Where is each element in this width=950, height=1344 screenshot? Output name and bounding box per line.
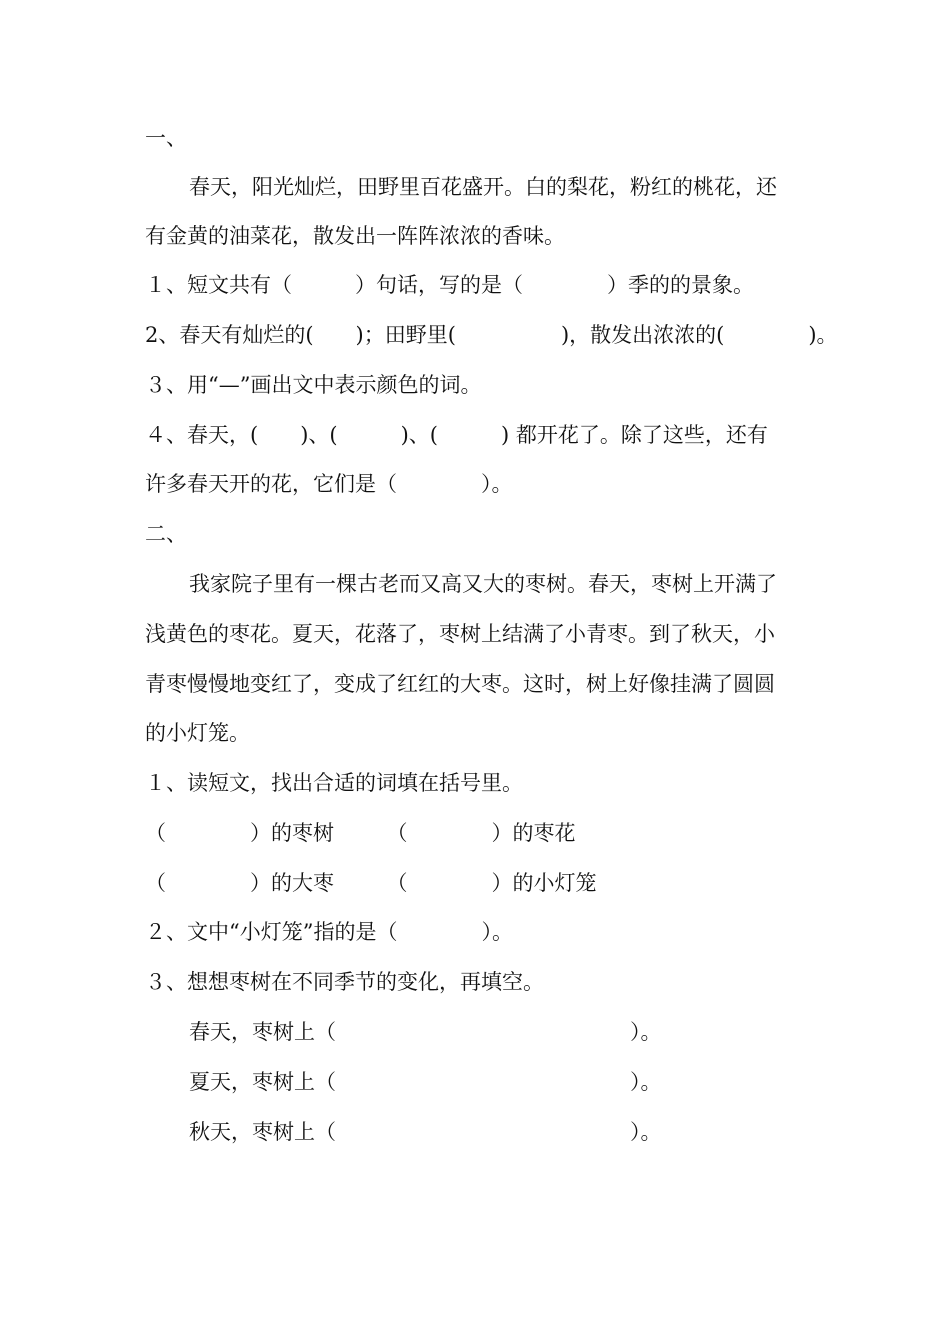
question-1-4-line-1: ４、春天，( )、( )、( ) 都开花了。除了这些，还有: [145, 423, 768, 447]
question-1-3: ３、用“—”画出文中表示颜色的词。: [145, 373, 482, 397]
question-1-1: １、短文共有（ ）句话，写的是（ ）季的的景象。: [145, 273, 754, 297]
passage-2-line-4: 的小灯笼。: [145, 721, 250, 745]
question-2-3-summer: 夏天，枣树上（ ）。: [189, 1070, 662, 1094]
question-1-2: 2、春天有灿烂的( )；田野里( )，散发出浓浓的( )。: [145, 323, 838, 347]
question-2-3-spring: 春天，枣树上（ ）。: [189, 1020, 662, 1044]
passage-2-line-1: 我家院子里有一棵古老而又高又大的枣树。春天，枣树上开满了: [189, 572, 777, 596]
section-2-heading: 二、: [145, 522, 187, 546]
question-2-1-row-1: （ ）的枣树 （ ）的枣花: [145, 821, 576, 845]
passage-1-line-2: 有金黄的油菜花，散发出一阵阵浓浓的香味。: [145, 224, 565, 248]
question-2-3-autumn: 秋天，枣树上（ ）。: [189, 1120, 662, 1144]
question-1-4-line-2: 许多春天开的花，它们是（ ）。: [145, 472, 513, 496]
question-2-2: ２、文中“小灯笼”指的是（ ）。: [145, 920, 513, 944]
question-2-1-row-2: （ ）的大枣 （ ）的小灯笼: [145, 871, 597, 895]
question-2-3: ３、想想枣树在不同季节的变化，再填空。: [145, 970, 544, 994]
passage-2-line-3: 青枣慢慢地变红了，变成了红红的大枣。这时，树上好像挂满了圆圆: [145, 672, 775, 696]
section-1-heading: 一、: [145, 126, 187, 150]
question-2-1: １、读短文，找出合适的词填在括号里。: [145, 771, 523, 795]
passage-2-line-2: 浅黄色的枣花。夏天，花落了，枣树上结满了小青枣。到了秋天，小: [145, 622, 775, 646]
passage-1-line-1: 春天，阳光灿烂，田野里百花盛开。白的梨花，粉红的桃花，还: [189, 175, 777, 199]
